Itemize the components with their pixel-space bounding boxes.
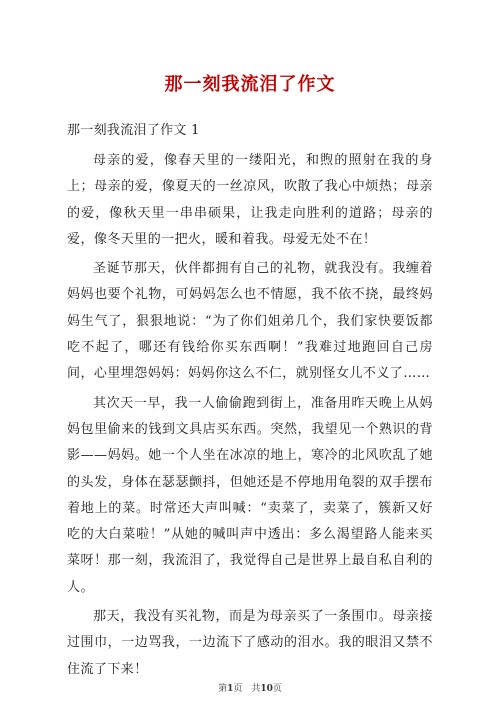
footer-middle: 页 共 [233,684,261,694]
paragraph: 那天，我没有买礼物，而是为母亲买了一条围巾。母亲接过围巾，一边骂我，一边流下了感动的泪水。我的眼泪又禁不住流了下来！ [67,609,433,677]
paragraph: 圣诞节那天，伙伴都拥有自己的礼物，就我没有。我缠着妈妈也要个礼物，可妈妈怎么也不情愿，我不依不挠，最终妈妈生气了，狠狠地说：“为了你们姐弟几个，我们家快要饭都吃不起了，哪还有钱给你买东西啊！”我难过地跑回自己房间，心里埋怨妈妈：妈妈你这么不仁，就别怪女儿不义了…… [67,261,433,382]
total-page-count: 10 [260,684,273,694]
paragraph: 母亲的爱，像春天里的一缕阳光，和煦的照射在我的身上；母亲的爱，像夏天的一丝凉风，吹散了我心中烦热；母亲的爱，像秋天里一串串硕果，让我走向胜利的道路；母亲的爱，像冬天里的一把火，暖和着我。母爱无处不在！ [67,153,433,247]
section-heading: 那一刻我流泪了作文 1 [67,123,200,138]
current-page-number: 1 [227,684,234,694]
footer-suffix: 页 [272,684,282,694]
page-number-footer [0,683,500,695]
document-title: 那一刻我流泪了作文 [164,74,336,95]
footer-prefix: 第 [218,684,228,694]
paragraph: 其次天一早，我一人偷偷跑到街上，准备用昨天晚上从妈妈包里偷来的钱到文具店买东西。突然，我望见一个熟识的背影——妈妈。她一个人坐在冰凉的地上，寒冷的北风吹乱了她的头发，身体在瑟瑟颤抖，但她还是不停地用龟裂的双手摆布着地上的菜。时常还大声叫喊：“卖菜了，卖菜了，簇新又好吃的大白菜啦！”从她的喊叫声中透出：多么渴望路人能来买菜呀！那一刻，我流泪了，我觉得自己是世界上最自私自利的人。 [67,395,433,595]
